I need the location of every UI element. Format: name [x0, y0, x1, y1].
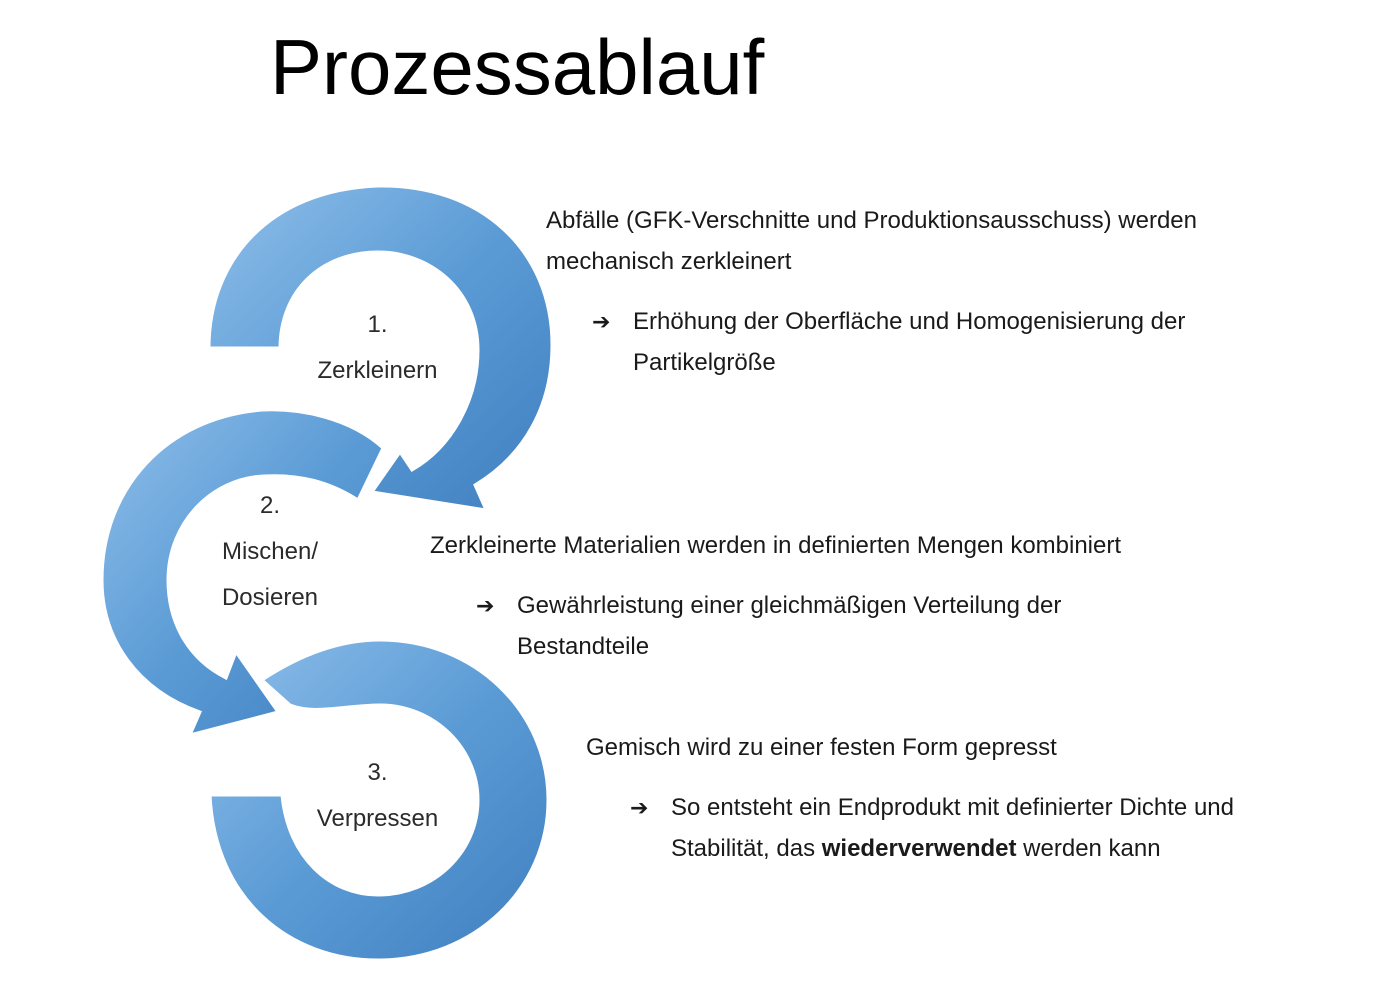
arrow-right-icon: ➔ — [476, 593, 495, 618]
step-3-result-line2-suffix: werden kann — [1016, 835, 1161, 862]
step-3-result-line2 — [671, 828, 1370, 869]
step-1-description-line2: mechanisch zerkleinert — [546, 248, 792, 275]
step-1-description-line1: Abfälle (GFK-Verschnitte und Produktionsausschuss) werden — [546, 207, 1197, 234]
step-1-label — [290, 302, 465, 394]
step-1-result-line1: Erhöhung der Oberfläche und Homogenisierung der — [633, 308, 1186, 335]
step-2-description — [430, 525, 1330, 566]
step-2-label — [190, 483, 350, 621]
step-3-label — [290, 750, 465, 842]
step-1-description — [546, 200, 1346, 282]
step-3-description — [586, 727, 1346, 768]
step-1-name: Zerkleinern — [317, 357, 438, 384]
step-3-name: Verpressen — [316, 805, 439, 832]
step-2-number: 2. — [259, 492, 280, 519]
step-3-result — [630, 787, 1370, 869]
step-3-result-line2-bold: wiederverwendet — [821, 835, 1017, 862]
step-2-result-line1: Gewährleistung einer gleichmäßigen Verteilung der — [517, 592, 1062, 619]
step-2-result-line2: Bestandteile — [517, 633, 650, 660]
step-1-result-line2: Partikelgröße — [633, 349, 776, 376]
step-1-result — [592, 301, 1312, 383]
arrow-right-icon: ➔ — [630, 795, 649, 820]
step-3-description-line1: Gemisch wird zu einer festen Form gepresst — [586, 734, 1057, 761]
arrow-right-icon: ➔ — [592, 309, 611, 334]
step-2-description-line1: Zerkleinerte Materialien werden in definierten Mengen kombiniert — [430, 532, 1122, 559]
step-3-result-line2-prefix: Stabilität, das — [671, 835, 822, 862]
step-1-number: 1. — [367, 311, 388, 338]
step-3-result-line1: So entsteht ein Endprodukt mit definierter Dichte und — [671, 794, 1234, 821]
step-2-name-line2: Dosieren — [221, 584, 319, 611]
step-3-number: 3. — [367, 759, 388, 786]
step-2-result — [476, 585, 1196, 667]
step-2-name-line1: Mischen/ — [221, 538, 319, 565]
page-title: Prozessablauf — [270, 23, 765, 111]
